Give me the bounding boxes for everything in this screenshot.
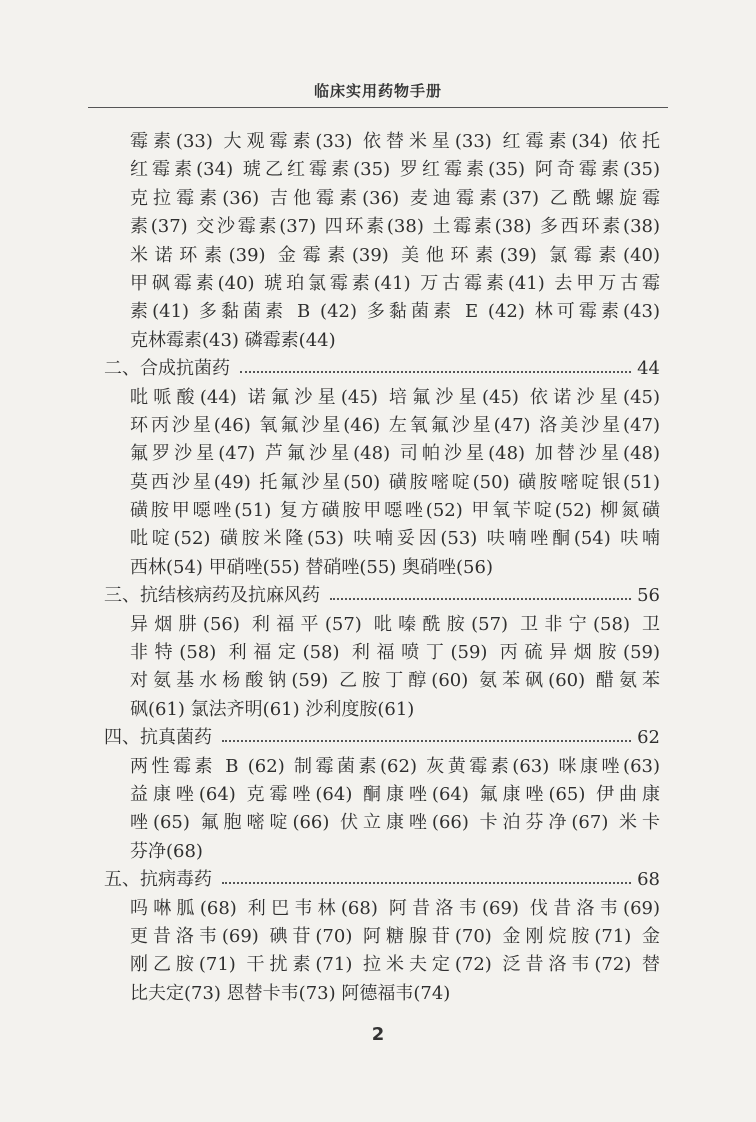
entry-line: 唑(65) 氟胞嘧啶(66) 伏立康唑(66) 卡泊芬净(67) 米卡 — [130, 812, 660, 834]
section-page: 56 — [637, 585, 660, 607]
leader-dots — [222, 882, 631, 884]
entry-line: 素(41) 多黏菌素 B (42) 多黏菌素 E (42) 林可霉素(43) — [130, 301, 660, 323]
entry-line: 异烟肼(56) 利福平(57) 吡嗪酰胺(57) 卫非宁(58) 卫 — [130, 613, 660, 635]
section-heading — [104, 724, 660, 752]
entry-line: 吡哌酸(44) 诺氟沙星(45) 培氟沙星(45) 依诺沙星(45) — [130, 386, 660, 408]
entry-line: 非特(58) 利福定(58) 利福喷丁(59) 丙硫异烟胺(59) — [130, 642, 660, 664]
section-title: 三、抗结核病药及抗麻风药 — [104, 585, 320, 607]
entry-line: 甲砜霉素(40) 琥珀氯霉素(41) 万古霉素(41) 去甲万古霉 — [130, 272, 660, 294]
entry-line: 氟罗沙星(47) 芦氟沙星(48) 司帕沙星(48) 加替沙星(48) — [130, 443, 660, 465]
leader-dots — [330, 598, 631, 600]
entry-line: 芬净(68) — [130, 840, 203, 862]
section-page: 44 — [637, 358, 660, 380]
header-rule — [88, 107, 668, 108]
entry-line: 吗啉胍(68) 利巴韦林(68) 阿昔洛韦(69) 伐昔洛韦(69) — [130, 897, 660, 919]
entry-line: 莫西沙星(49) 托氟沙星(50) 磺胺嘧啶(50) 磺胺嘧啶银(51) — [130, 471, 660, 493]
entry-line: 西林(54) 甲硝唑(55) 替硝唑(55) 奥硝唑(56) — [130, 556, 493, 578]
leader-dots — [222, 740, 631, 742]
page-number: 2 — [371, 1024, 385, 1045]
section-title: 四、抗真菌药 — [104, 727, 212, 749]
section-page: 62 — [637, 727, 660, 749]
entry-line: 吡啶(52) 磺胺米隆(53) 呋喃妥因(53) 呋喃唑酮(54) 呋喃 — [130, 528, 660, 550]
section-heading — [104, 355, 660, 383]
section-title: 二、合成抗菌药 — [104, 358, 230, 380]
entry-line: 红霉素(34) 琥乙红霉素(35) 罗红霉素(35) 阿奇霉素(35) — [130, 159, 660, 181]
section-heading — [104, 582, 660, 610]
leader-dots — [240, 371, 631, 373]
entry-line: 环丙沙星(46) 氧氟沙星(46) 左氧氟沙星(47) 洛美沙星(47) — [130, 414, 660, 436]
entry-line: 对氨基水杨酸钠(59) 乙胺丁醇(60) 氨苯砜(60) 醋氨苯 — [130, 670, 660, 692]
entry-line: 更昔洛韦(69) 碘苷(70) 阿糖腺苷(70) 金刚烷胺(71) 金 — [130, 925, 660, 947]
entry-line: 刚乙胺(71) 干扰素(71) 拉米夫定(72) 泛昔洛韦(72) 替 — [130, 954, 660, 976]
section-title: 五、抗病毒药 — [104, 869, 212, 891]
section-heading — [104, 866, 660, 894]
entry-line: 米诺环素(39) 金霉素(39) 美他环素(39) 氯霉素(40) — [130, 244, 660, 266]
entry-line: 磺胺甲噁唑(51) 复方磺胺甲噁唑(52) 甲氧苄啶(52) 柳氮磺 — [130, 500, 660, 522]
section-page: 68 — [637, 869, 660, 891]
entry-line: 素(37) 交沙霉素(37) 四环素(38) 土霉素(38) 多西环素(38) — [130, 216, 660, 238]
entry-line: 克拉霉素(36) 吉他霉素(36) 麦迪霉素(37) 乙酰螺旋霉 — [130, 187, 660, 209]
table-of-contents — [104, 128, 660, 1008]
entry-line: 两性霉素 B (62) 制霉菌素(62) 灰黄霉素(63) 咪康唑(63) — [130, 755, 660, 777]
entry-line: 霉素(33) 大观霉素(33) 依替米星(33) 红霉素(34) 依托 — [130, 131, 660, 152]
entry-line: 砜(61) 氯法齐明(61) 沙利度胺(61) — [130, 698, 415, 720]
entry-line: 益康唑(64) 克霉唑(64) 酮康唑(64) 氟康唑(65) 伊曲康 — [130, 783, 660, 805]
entry-line: 比夫定(73) 恩替卡韦(73) 阿德福韦(74) — [130, 982, 451, 1004]
entry-line: 克林霉素(43) 磷霉素(44) — [130, 329, 336, 351]
running-header-title: 临床实用药物手册 — [313, 82, 442, 100]
